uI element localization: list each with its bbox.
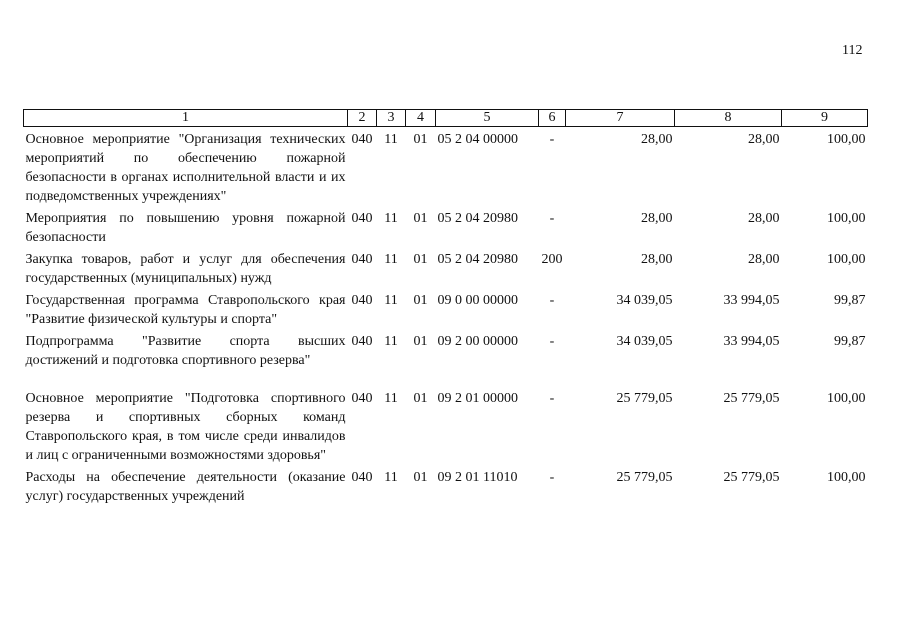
table-row — [24, 465, 868, 506]
subsection-code: 01 — [413, 211, 428, 226]
table-row — [24, 206, 868, 247]
section-code: 11 — [384, 391, 398, 406]
target-article-code: 09 2 01 11010 — [437, 470, 518, 485]
target-article-code: 05 2 04 00000 — [437, 132, 518, 147]
expense-type-code: 200 — [541, 252, 563, 267]
ministry-code: 040 — [351, 211, 373, 226]
ministry-code: 040 — [351, 334, 373, 349]
row-name: Подпрограмма "Развитие спорта высших достижений и подготовка спортивного резерва" — [25, 334, 346, 368]
executed-amount: 25 779,05 — [723, 470, 780, 485]
execution-percent: 99,87 — [834, 293, 866, 308]
execution-percent: 100,00 — [827, 132, 866, 147]
target-article-code: 05 2 04 20980 — [437, 211, 518, 226]
table-row — [24, 288, 868, 329]
row-name: Закупка товаров, работ и услуг для обеспечения государственных (муниципальных) нужд — [25, 252, 346, 286]
expense-type-code: - — [549, 132, 555, 147]
header-cell-7: 7 — [566, 110, 675, 127]
subsection-code: 01 — [413, 334, 428, 349]
subsection-code: 01 — [413, 293, 428, 308]
ministry-code: 040 — [351, 293, 373, 308]
header-cell-3: 3 — [377, 110, 406, 127]
header-cell-4: 4 — [406, 110, 436, 127]
subsection-code: 01 — [413, 132, 428, 147]
section-code: 11 — [384, 252, 398, 267]
execution-percent: 100,00 — [827, 470, 866, 485]
section-code: 11 — [384, 293, 398, 308]
header-cell-5: 5 — [436, 110, 539, 127]
target-article-code: 05 2 04 20980 — [437, 252, 518, 267]
planned-amount: 34 039,05 — [616, 334, 673, 349]
section-code: 11 — [384, 334, 398, 349]
subsection-code: 01 — [413, 470, 428, 485]
target-article-code: 09 2 00 00000 — [437, 334, 518, 349]
row-name: Основное мероприятие "Организация технических мероприятий по обеспечению пожарной безопасности в органах исполнительной власти и их подведомственных учреждениях" — [25, 132, 346, 204]
ministry-code: 040 — [351, 470, 373, 485]
expense-type-code: - — [549, 211, 555, 226]
header-row — [24, 110, 868, 127]
row-name: Основное мероприятие "Подготовка спортивного резерва и спортивных сборных команд Ставропольского края, в том числе среди инвалидов и лиц с ограниченными возможностями здоровья" — [25, 391, 346, 463]
execution-percent: 100,00 — [827, 391, 866, 406]
planned-amount: 28,00 — [641, 252, 673, 267]
executed-amount: 25 779,05 — [723, 391, 780, 406]
row-name: Расходы на обеспечение деятельности (оказание услуг) государственных учреждений — [25, 470, 346, 504]
planned-amount: 34 039,05 — [616, 293, 673, 308]
executed-amount: 33 994,05 — [723, 334, 780, 349]
executed-amount: 28,00 — [748, 132, 780, 147]
ministry-code: 040 — [351, 132, 373, 147]
section-code: 11 — [384, 470, 398, 485]
execution-percent: 100,00 — [827, 211, 866, 226]
target-article-code: 09 0 00 00000 — [437, 293, 518, 308]
header-cell-6: 6 — [539, 110, 566, 127]
row-name: Государственная программа Ставропольского края "Развитие физической культуры и спорта" — [25, 293, 346, 327]
ministry-code: 040 — [351, 252, 373, 267]
header-cell-8: 8 — [675, 110, 782, 127]
planned-amount: 28,00 — [641, 132, 673, 147]
row-name: Мероприятия по повышению уровня пожарной безопасности — [25, 211, 346, 245]
executed-amount: 33 994,05 — [723, 293, 780, 308]
header-cell-9: 9 — [782, 110, 868, 127]
table-row — [24, 329, 868, 370]
execution-percent: 99,87 — [834, 334, 866, 349]
header-cell-2: 2 — [348, 110, 377, 127]
expense-type-code: - — [549, 470, 555, 485]
subsection-code: 01 — [413, 391, 428, 406]
table-row — [24, 127, 868, 207]
table-row — [24, 370, 868, 465]
planned-amount: 28,00 — [641, 211, 673, 226]
expense-type-code: - — [549, 391, 555, 406]
planned-amount: 25 779,05 — [616, 470, 673, 485]
table-row — [24, 247, 868, 288]
ministry-code: 040 — [351, 391, 373, 406]
section-code: 11 — [384, 132, 398, 147]
section-code: 11 — [384, 211, 398, 226]
executed-amount: 28,00 — [748, 252, 780, 267]
expense-type-code: - — [549, 293, 555, 308]
target-article-code: 09 2 01 00000 — [437, 391, 518, 406]
execution-percent: 100,00 — [827, 252, 866, 267]
expense-type-code: - — [549, 334, 555, 349]
budget-table — [23, 109, 868, 506]
subsection-code: 01 — [413, 252, 428, 267]
planned-amount: 25 779,05 — [616, 391, 673, 406]
executed-amount: 28,00 — [748, 211, 780, 226]
header-cell-1: 1 — [24, 110, 348, 127]
page-number: 112 — [842, 43, 863, 58]
